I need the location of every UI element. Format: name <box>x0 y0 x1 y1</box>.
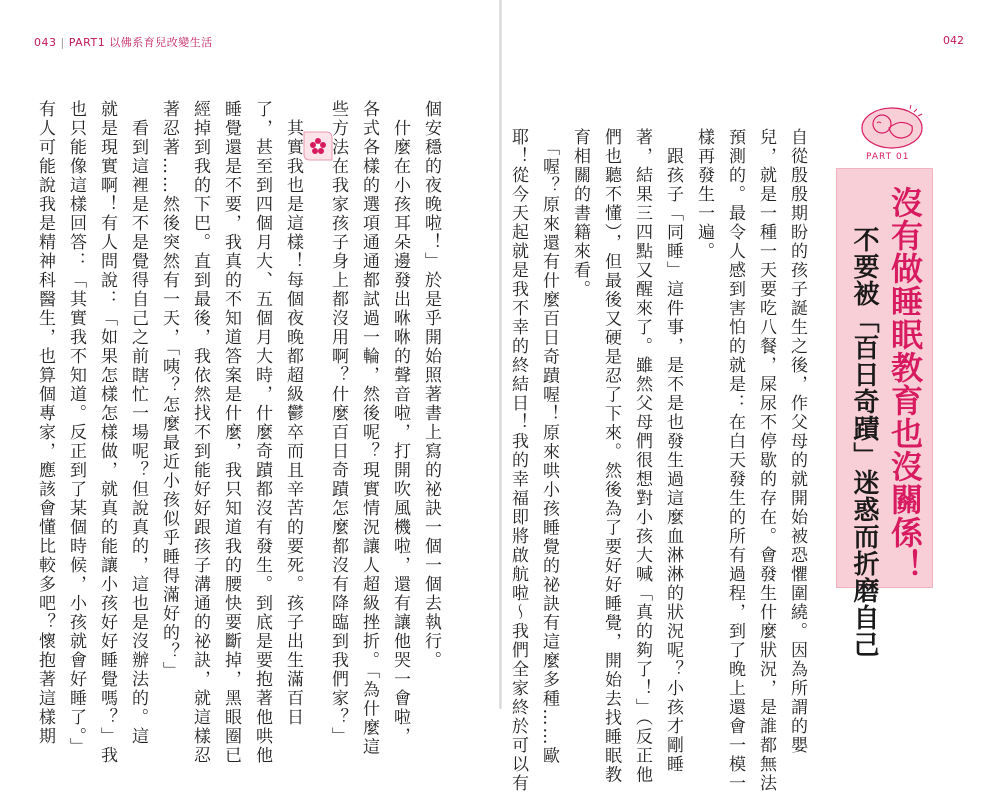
body-column: 也只能像這樣回答：「其實我不知道。反正到了某個時候，小孩就會好睡了。」 <box>66 100 86 757</box>
body-column: 樣再發生一遍。 <box>694 128 714 261</box>
body-column: 經掉到我的下巴。直到最後，我依然找不到能好好跟孩子溝通的祕訣，就這樣忍 <box>190 100 210 765</box>
body-column: 耶！從今天起就是我不幸的終結日！我的幸福即將啟航啦～我們全家終於可以有 <box>508 128 528 793</box>
body-column: 看到這裡是不是覺得自己之前瞎忙一場呢？但說真的，這也是沒辦法的。這 <box>128 100 148 746</box>
chapter-title: 沒有做睡眠教育也沒關係！ <box>886 186 924 582</box>
body-column: 跟孩子「同睡」這件事，是不是也發生過這麼血淋淋的狀況呢？小孩才剛睡 <box>663 128 683 774</box>
body-column: 們也聽不懂），但最後又硬是忍了下來。然後為了要好好睡覺，開始去找睡眠教 <box>601 128 621 785</box>
body-column: 些方法在我家孩子身上都沒用啊？什麼百日奇蹟怎麼都沒有降臨到我們家？」 <box>328 100 348 746</box>
left-page-number: 043 <box>34 36 57 49</box>
right-page-number: 042 <box>943 34 964 47</box>
body-column: 預測的。最令人感到害怕的就是：在白天發生的所有過程，到了晚上還會一模一 <box>725 128 745 793</box>
chapter-subtitle: 不要被「百日奇蹟」迷惑而折磨自己 <box>849 226 879 658</box>
left-running-title: PART1 以佛系育兒改變生活 <box>68 36 213 49</box>
part-label: PART 01 <box>866 152 910 162</box>
body-column: 其實我也是這樣！每個夜晚都超級鬱卒而且辛苦的要死。孩子出生滿百日 <box>283 100 303 727</box>
body-column: 育相關的書籍來看。 <box>570 128 590 299</box>
header-separator: | <box>60 36 65 49</box>
body-column: 就是現實啊！有人問說：「如果怎樣怎樣做，就真的能讓小孩好好睡覺嗎？」我 <box>97 100 117 765</box>
body-column: 兒，就是一種一天要吃八餐，屎尿不停歇的存在。會發生什麼狀況，是誰都無法 <box>756 128 776 793</box>
body-column: 個安穩的夜晚啦！」於是乎開始照著書上寫的祕訣一個一個去執行。 <box>421 100 441 670</box>
body-column: 了，甚至到四個月大、五個月大時，什麼奇蹟都沒有發生。到底是要抱著他哄他 <box>252 100 272 765</box>
book-spine <box>499 0 502 709</box>
body-column: 什麼在小孩耳朵邊發出咻咻的聲音啦，打開吹風機啦，還有讓他哭一會啦， <box>390 100 410 746</box>
body-column: 著，結果三四點又醒來了。雖然父母們很想對小孩大喊「真的夠了！」（反正他 <box>632 128 652 785</box>
body-column: 自從殷殷期盼的孩子誕生之後，作父母的就開始被恐懼圍繞。因為所謂的嬰 <box>787 128 807 755</box>
body-column: 著忍著……然後突然有一天，「咦？怎麼最近小孩似乎睡得滿好的？」 <box>159 100 179 681</box>
left-page-header <box>34 34 213 50</box>
body-column: 有人可能說我是精神科醫生，也算個專家，應該會懂比較多吧？懷抱著這樣期 <box>35 100 55 746</box>
body-column: 各式各樣的選項通通都試過一輪，然後呢？現實情況讓人超級挫折。「為什麼這 <box>359 100 379 757</box>
body-column: 「喔？原來還有什麼百日奇蹟喔！原來哄小孩睡覺的祕訣有這麼多種……歐 <box>539 128 559 766</box>
body-column: 睡覺還是不要，我真的不知道答案是什麼，我只知道我的腰快要斷掉，黑眼圈已 <box>221 100 241 765</box>
